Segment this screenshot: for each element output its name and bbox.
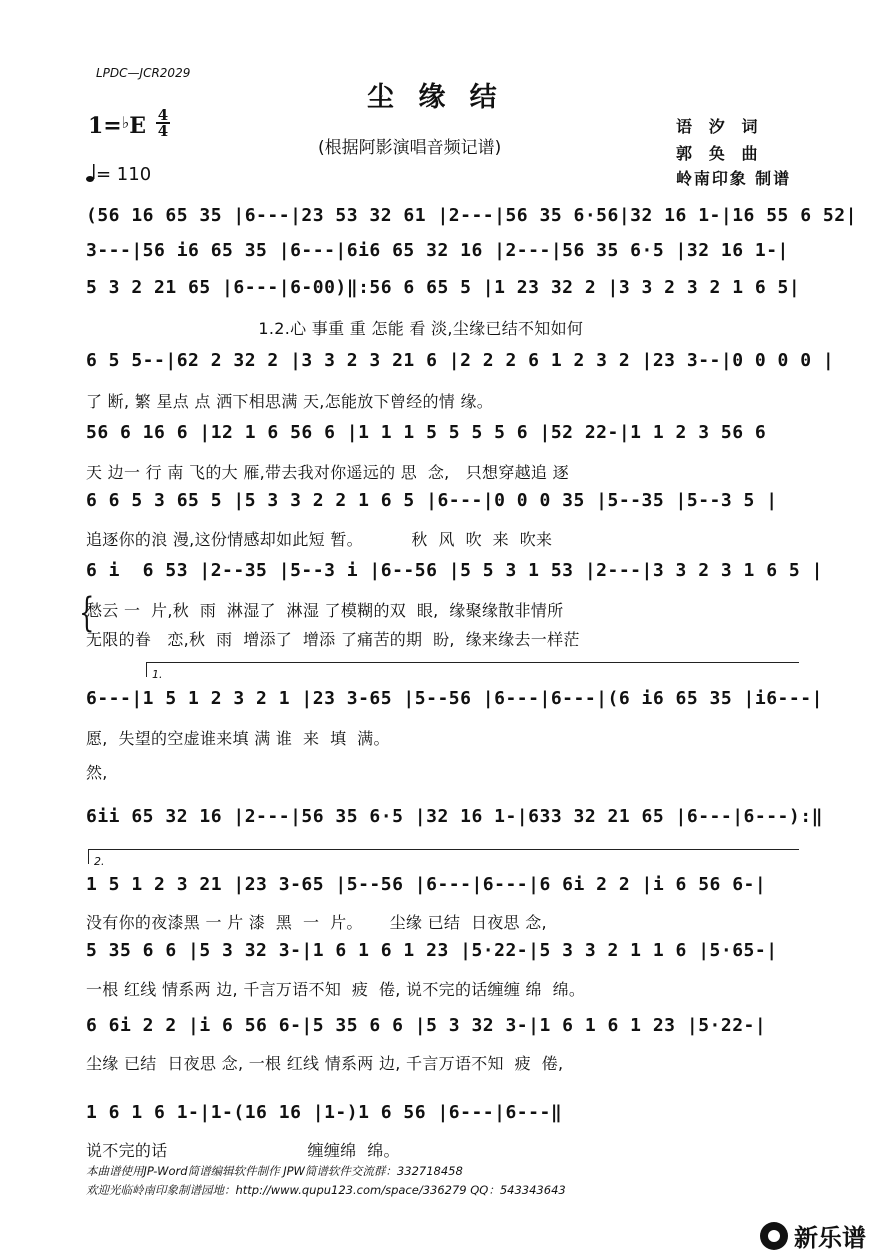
lyric-line-8: 然, [86,763,108,782]
lyric-line-1: 1.2.心 事重 重 怎能 看 淡,尘缘已结不知如何 [86,319,584,338]
lyric-line-2: 了 断, 繁 星点 点 洒下相思满 天,怎能放下曾经的情 缘。 [86,392,494,411]
logo-text: 新乐谱 [794,1224,866,1252]
arranger-credit: 岭南印象 制谱 [676,169,792,188]
song-title: 尘缘结 [367,82,521,113]
lyricist-credit: 语 汐 词 [676,117,764,136]
site-logo[interactable] [760,1218,866,1253]
music-line-13: 1 6 1 6 1-|1-(16 16 |1-)1 6 56 |6---|6---‖ [86,1102,563,1123]
volta-label-2: 2. [94,855,105,868]
music-line-4: 6 5 5--|62 2 32 2 |3 3 2 3 21 6 |2 2 2 6 1 2 3 2 |23 3--|0 0 0 0 | [86,350,835,371]
music-line-2: 3---|56 i6 65 35 |6---|6i6 65 32 16 |2---|56 35 6·5 |32 16 1-| [86,240,789,261]
volta-second-ending [88,849,799,868]
lyric-line-11: 尘缘 已结 日夜思 念, 一根 红线 情系两 边, 千言万语不知 疲 倦, [86,1054,564,1073]
time-signature [156,108,170,138]
time-numerator: 4 [157,106,169,124]
music-line-6: 6 6 5 3 65 5 |5 3 3 2 2 1 6 5 |6---|0 0 0 35 |5--35 |5--3 5 | [86,490,778,511]
key-prefix: 1= [88,113,122,139]
volta-label-1: 1. [152,668,163,681]
volta-first-ending [146,662,799,681]
subtitle: (根据阿影演唱音频记谱) [318,138,502,158]
quarter-note-icon [86,163,96,183]
score-code: LPDC—JCR2029 [96,66,191,80]
lyric-line-7: 愿, 失望的空虚谁来填 满 谁 来 填 满。 [86,729,390,748]
lyric-line-6: 无限的眷 恋,秋 雨 增添了 增添 了痛苦的期 盼, 缘来缘去一样茫 [86,630,580,649]
tempo-marking [86,163,151,185]
lyric-line-5: 愁云 一 片,秋 雨 淋湿了 淋湿 了模糊的双 眼, 缘聚缘散非情所 [86,601,564,620]
composer-credit: 郭 奂 曲 [676,144,764,163]
key-note: E [129,113,147,139]
lyric-line-10: 一根 红线 情系两 边, 千言万语不知 疲 倦, 说不完的话缠缠 绵 绵。 [86,980,586,999]
footer-website-note: 欢迎光临岭南印象制谱园地：http://www.qupu123.com/space/336279 QQ：543343643 [86,1183,566,1197]
music-line-5: 56 6 16 6 |12 1 6 56 6 |1 1 1 5 5 5 5 6 |52 22-|1 1 2 3 56 6 [86,422,778,443]
flat-sign: ♭ [121,113,130,132]
lyric-line-3: 天 边一 行 南 飞的大 雁,带去我对你遥远的 思 念, 只想穿越追 逐 [86,463,569,482]
lyric-line-12: 说不完的话 缠缠绵 绵。 [86,1141,400,1160]
music-line-1: (56 16 65 35 |6---|23 53 32 61 |2---|56 35 6·56|32 16 1-|16 55 6 52| [86,205,857,226]
tempo-value: = 110 [96,164,152,185]
music-line-9: 6ii 65 32 16 |2---|56 35 6·5 |32 16 1-|633 32 21 65 |6---|6---):‖ [86,806,823,827]
music-line-3: 5 3 2 21 65 |6---|6-00)‖:56 6 65 5 |1 23 32 2 |3 3 2 3 2 1 6 5| [86,277,801,298]
music-line-12: 6 6i 2 2 |i 6 56 6-|5 35 6 6 |5 3 32 3-|1 6 1 6 1 23 |5·22-| [86,1015,767,1036]
lyric-line-9: 没有你的夜漆黑 一 片 漆 黑 一 片。 尘缘 已结 日夜思 念, [86,913,547,932]
music-line-11: 5 35 6 6 |5 3 32 3-|1 6 1 6 1 23 |5·22-|5 3 3 2 1 1 6 |5·65-| [86,940,778,961]
music-line-8: 6---|1 5 1 2 3 2 1 |23 3-65 |5--56 |6---|6---|(6 i6 65 35 |i6---| [86,688,823,709]
disc-icon [760,1222,788,1250]
footer-software-note: 本曲谱使用JP-Word简谱编辑软件制作 JPW简谱软件交流群：332718458 [86,1164,463,1178]
time-denominator: 4 [157,122,169,140]
verse-brace: { [79,590,95,636]
key-signature [88,113,146,139]
music-line-10: 1 5 1 2 3 21 |23 3-65 |5--56 |6---|6---|6 6i 2 2 |i 6 56 6-| [86,874,767,895]
lyric-line-4: 追逐你的浪 漫,这份情感却如此短 暂。 秋 风 吹 来 吹来 [86,530,553,549]
music-line-7: 6 i 6 53 |2--35 |5--3 i |6--56 |5 5 3 1 53 |2---|3 3 2 3 1 6 5 | [86,560,823,581]
